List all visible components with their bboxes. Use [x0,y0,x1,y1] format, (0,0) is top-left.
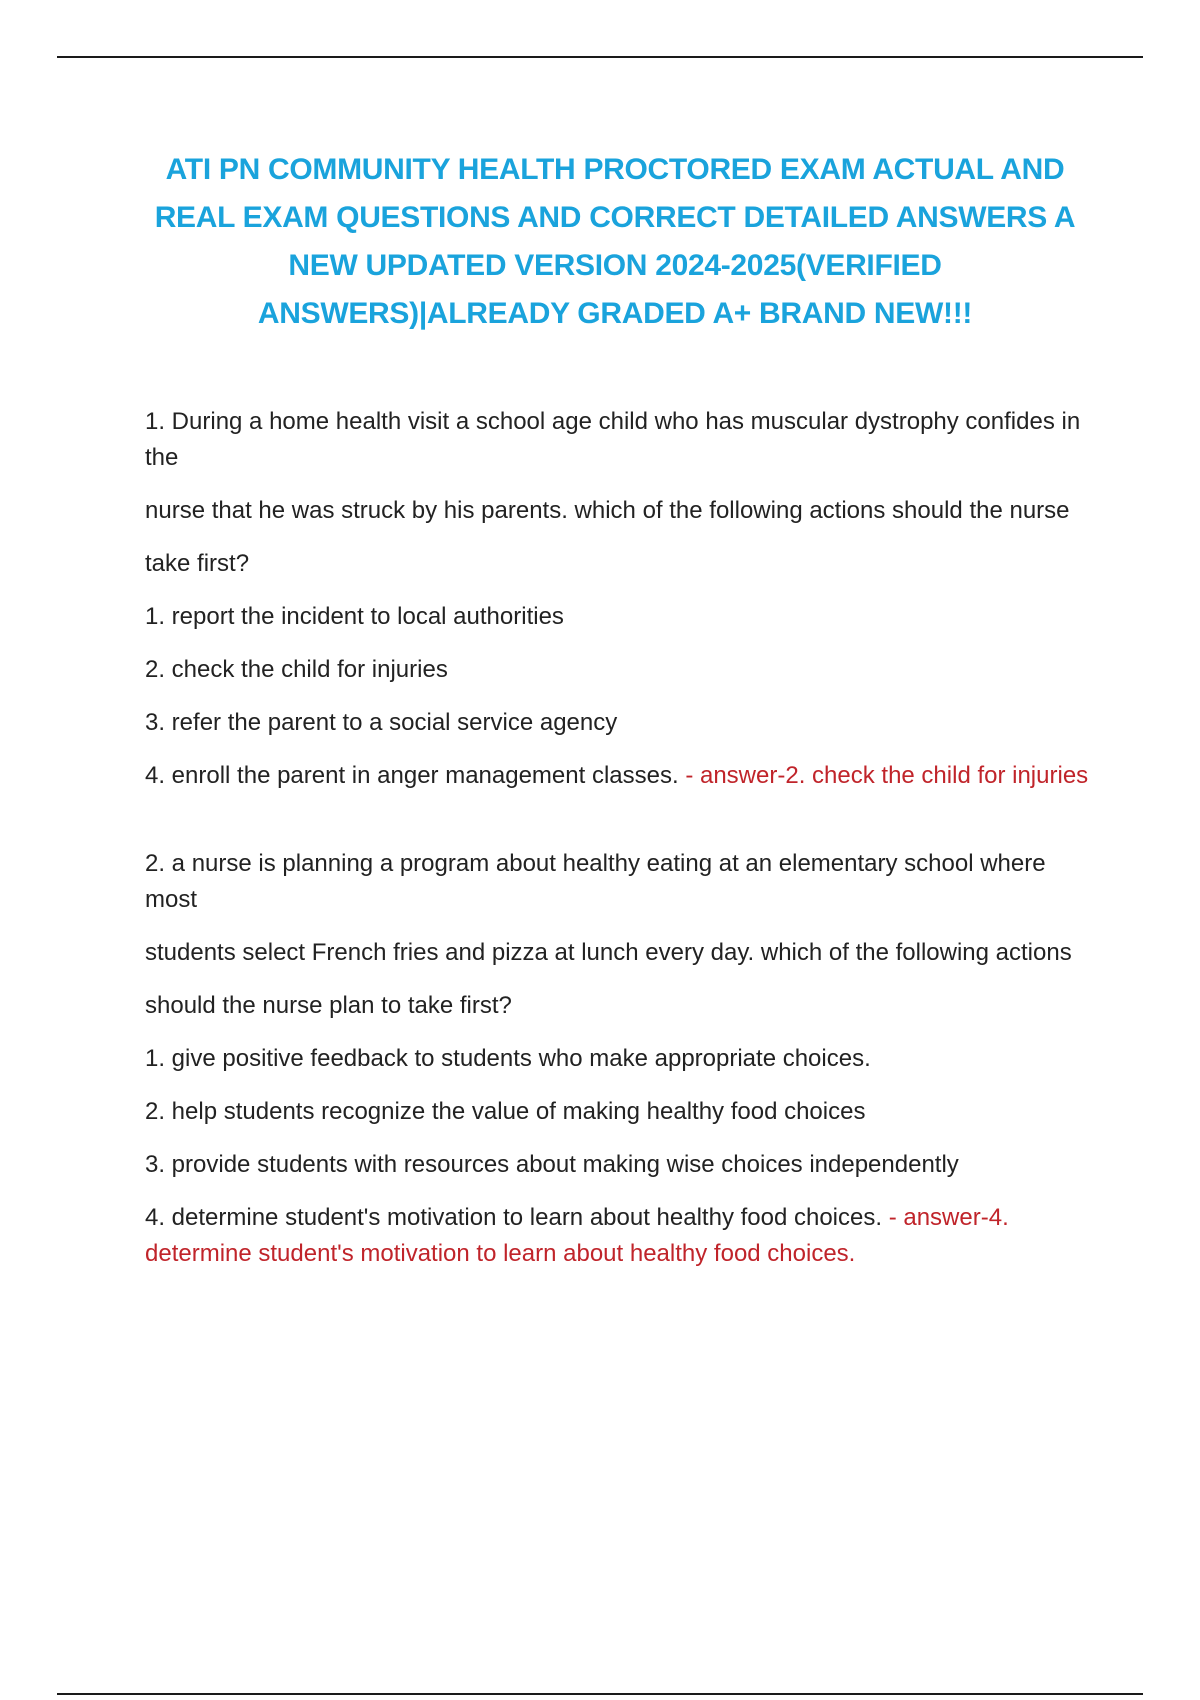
question-1 [145,404,1095,794]
answer-option: 1. give positive feedback to students who make appropriate choices. [145,1045,871,1072]
answer-option: 3. provide students with resources about making wise choices independently [145,1151,959,1178]
question-stem-line: 1. During a home health visit a school age child who has muscular dystrophy confides in the [145,408,1081,471]
answer-option-text: 4. determine student's motivation to learn about healthy food choices. [145,1204,883,1231]
bottom-divider [57,1693,1143,1695]
question-stem-line: nurse that he was struck by his parents. which of the following actions should the nurse [145,497,1070,524]
question-stem-line: 2. a nurse is planning a program about healthy eating at an elementary school where most [145,850,1046,913]
answer-option-with-answer [145,1200,1095,1272]
answer-option-text: 4. enroll the parent in anger management classes. [145,762,679,789]
question-stem-line: students select French fries and pizza at lunch every day. which of the following actions [145,939,1072,966]
top-divider [57,56,1143,58]
answer-option: 2. help students recognize the value of making healthy food choices [145,1098,866,1125]
question-stem-line: should the nurse plan to take first? [145,992,512,1019]
answer-option-with-answer [145,758,1095,794]
document-title: ATI PN COMMUNITY HEALTH PROCTORED EXAM ACTUAL AND REAL EXAM QUESTIONS AND CORRECT DETAILED ANSWERS A NEW UPDATED VERSION 2024-2025(VERIFIED ANSWERS)|ALREADY GRADED A+ BRAND NEW!!! [154,153,1076,330]
question-2 [145,846,1095,1272]
question-list [145,404,1095,1289]
question-stem-line: take first? [145,550,250,577]
answer-option: 2. check the child for injuries [145,656,448,683]
correct-answer: - answer-2. check the child for injuries [685,762,1089,789]
correct-answer: - answer-4. determine student's motivation to learn about healthy food choices. [145,1204,1009,1267]
answer-option: 1. report the incident to local authorities [145,603,564,630]
answer-option: 3. refer the parent to a social service agency [145,709,618,736]
